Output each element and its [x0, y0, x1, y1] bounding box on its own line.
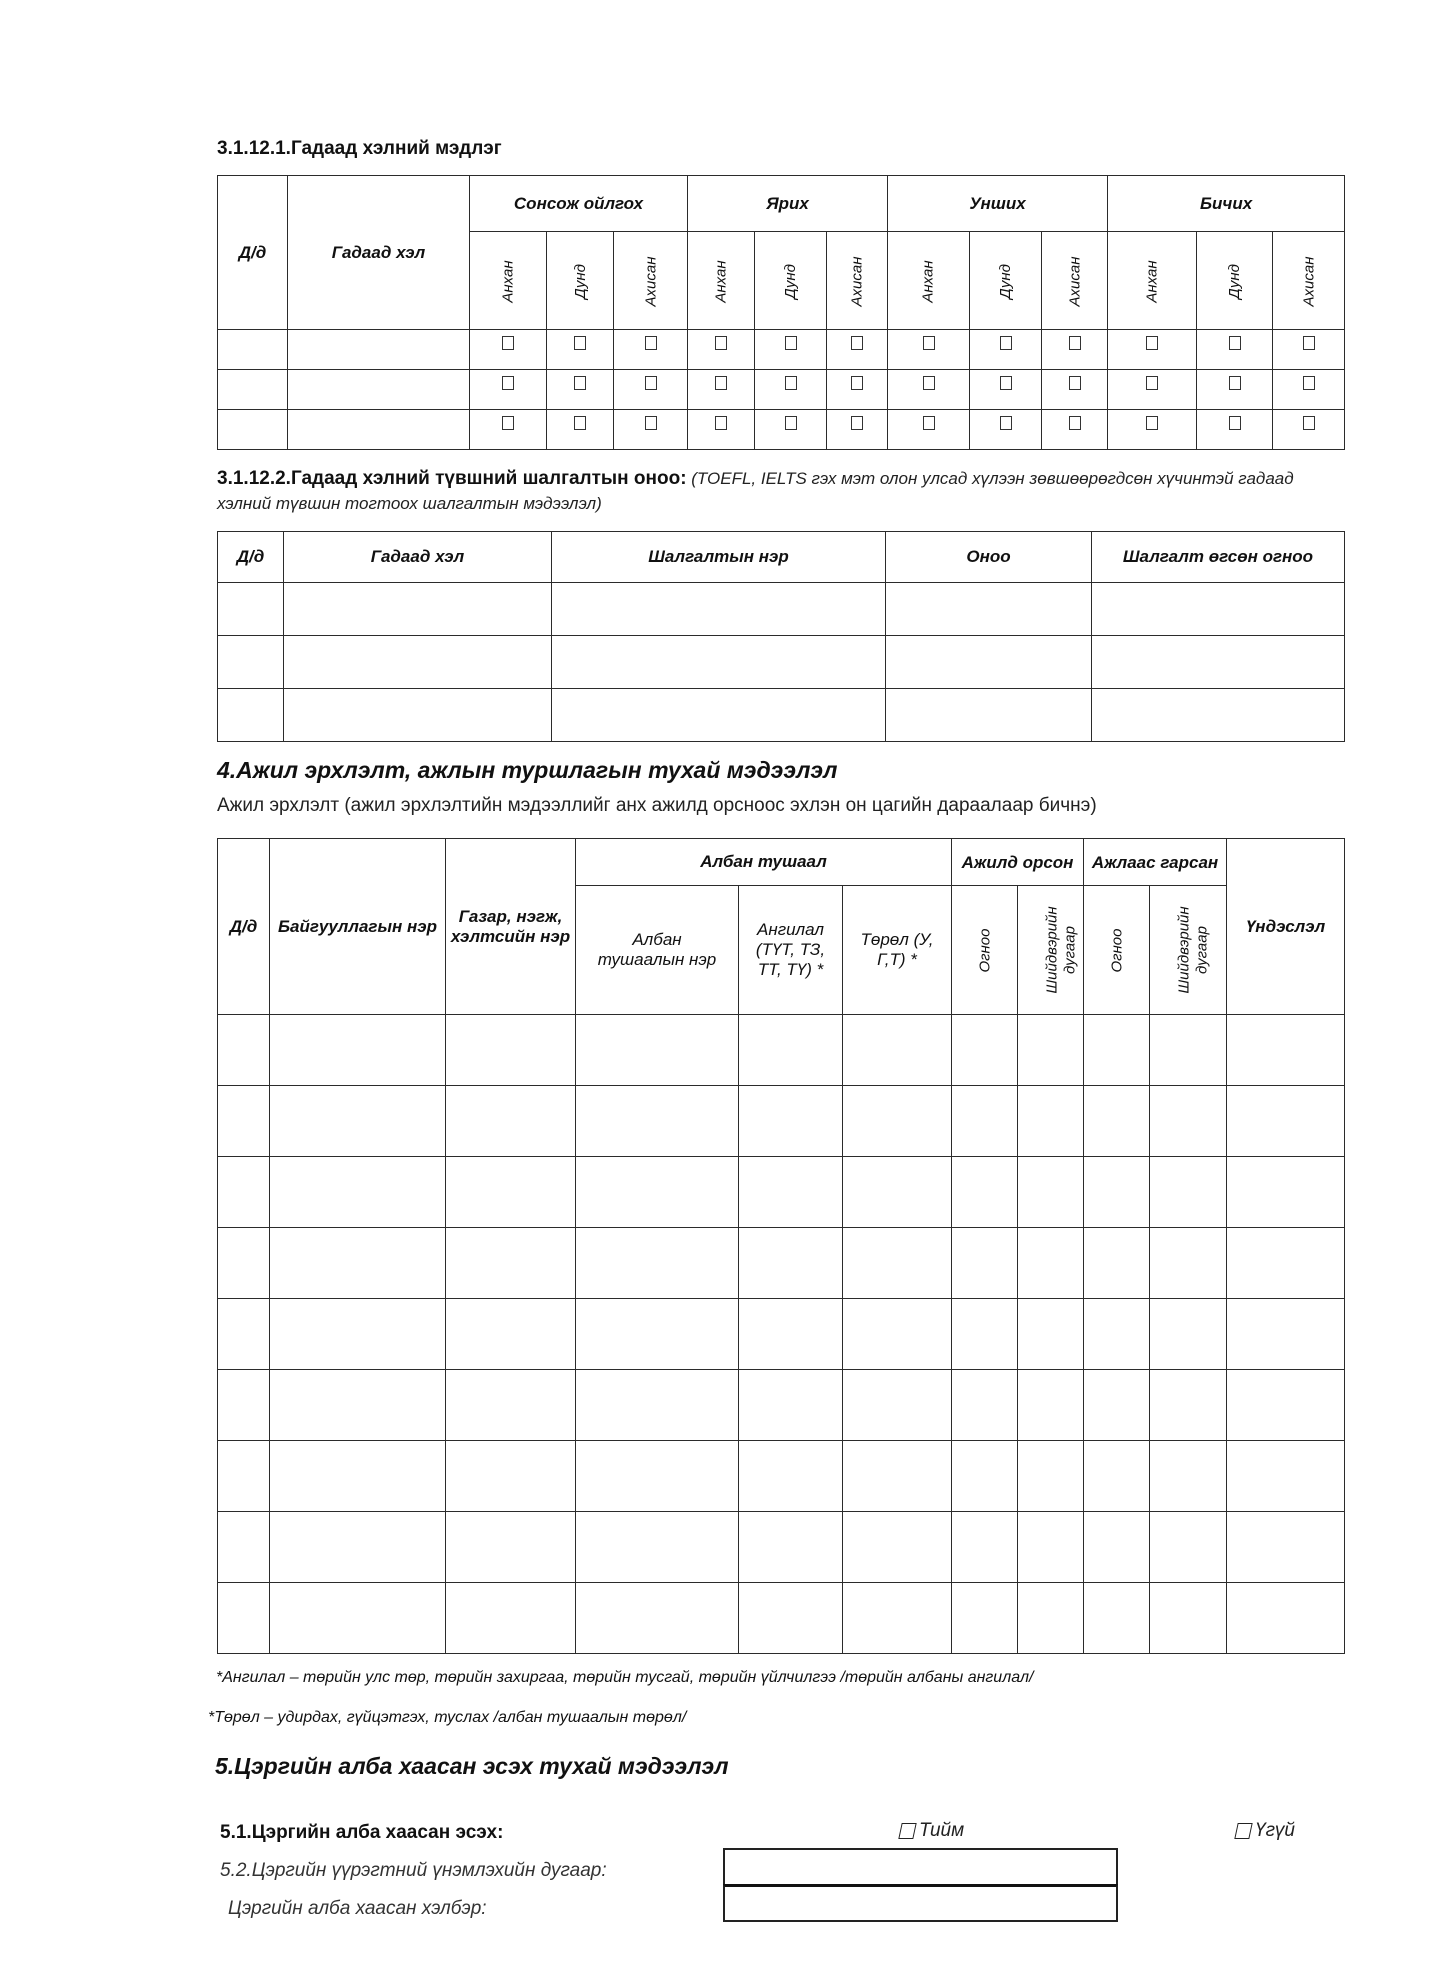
col-language-header: Гадаад хэл [288, 176, 470, 330]
level-checkbox[interactable] [1229, 416, 1241, 430]
hired-date-label: Огноо [976, 928, 994, 973]
employment-cell[interactable] [952, 1228, 1018, 1299]
employment-cell[interactable] [218, 1228, 270, 1299]
test-cell[interactable] [218, 583, 284, 636]
emp-col-position-name: Албан тушаалын нэр [576, 886, 739, 1015]
level-header [970, 232, 1042, 330]
test-col-no: Д/д [218, 532, 284, 583]
decision-line2: дугаар [1061, 926, 1079, 974]
military-form-label: Цэргийн алба хаасан хэлбэр: [228, 1898, 487, 1919]
employment-cell[interactable] [270, 1512, 446, 1583]
employment-cell[interactable] [218, 1015, 270, 1086]
level-checkbox[interactable] [715, 376, 727, 390]
employment-cell[interactable] [739, 1441, 843, 1512]
level-checkbox[interactable] [851, 376, 863, 390]
employment-cell[interactable] [446, 1370, 576, 1441]
level-checkbox-cell [970, 370, 1042, 410]
employment-cell[interactable] [952, 1512, 1018, 1583]
level-checkbox[interactable] [785, 336, 797, 350]
employment-cell[interactable] [218, 1512, 270, 1583]
skill-listening-header: Сонсож ойлгох [470, 176, 688, 232]
level-checkbox-cell [547, 370, 614, 410]
employment-cell[interactable] [1084, 1299, 1150, 1370]
test-cell[interactable] [284, 583, 552, 636]
test-cell[interactable] [284, 689, 552, 742]
level-checkbox[interactable] [502, 336, 514, 350]
level-checkbox[interactable] [715, 336, 727, 350]
level-header [888, 232, 970, 330]
level-checkbox-cell [1197, 410, 1273, 450]
level-checkbox-cell [1273, 330, 1345, 370]
table-row [218, 636, 1345, 689]
employment-cell[interactable] [576, 1157, 739, 1228]
employment-cell[interactable] [739, 1157, 843, 1228]
level-checkbox-cell [470, 370, 547, 410]
employment-cell[interactable] [1227, 1015, 1345, 1086]
test-col-language: Гадаад хэл [284, 532, 552, 583]
row-no-cell[interactable] [218, 410, 288, 450]
level-checkbox-cell [827, 370, 888, 410]
table-row [218, 1299, 1345, 1370]
test-cell[interactable] [284, 636, 552, 689]
employment-cell[interactable] [739, 1228, 843, 1299]
level-checkbox-cell [888, 410, 970, 450]
test-col-score: Оноо [886, 532, 1092, 583]
section-3-1-12-1-title: 3.1.12.1.Гадаад хэлний мэдлэг [217, 138, 502, 159]
employment-cell[interactable] [1227, 1370, 1345, 1441]
section-3-1-12-2-title-bold: 3.1.12.2.Гадаад хэлний түвшний шалгалтын оноо: [217, 468, 687, 489]
employment-cell[interactable] [446, 1015, 576, 1086]
level-checkbox-cell [688, 370, 755, 410]
employment-cell[interactable] [952, 1441, 1018, 1512]
table-row [218, 370, 1345, 410]
table-row [218, 1370, 1345, 1441]
employment-cell[interactable] [952, 1086, 1018, 1157]
test-cell[interactable] [1092, 636, 1345, 689]
checkbox-yes[interactable] [898, 1823, 916, 1839]
level-checkbox[interactable] [1069, 416, 1081, 430]
row-no-cell[interactable] [218, 370, 288, 410]
footnote-category: *Ангилал – төрийн улс төр, төрийн захиргаа, төрийн тусгай, төрийн үйлчилгээ /төрийн албаны ангилал/ [216, 1669, 1034, 1686]
level-checkbox[interactable] [1000, 416, 1012, 430]
employment-cell[interactable] [1084, 1015, 1150, 1086]
level-checkbox[interactable] [1069, 376, 1081, 390]
emp-col-org: Байгууллагын нэр [270, 839, 446, 1015]
level-header [1273, 232, 1345, 330]
level-label: Анхан [499, 259, 517, 303]
test-cell[interactable] [218, 689, 284, 742]
level-checkbox[interactable] [645, 336, 657, 350]
hired-decision-label [1044, 906, 1080, 993]
table-row [218, 1512, 1345, 1583]
level-header [1042, 232, 1108, 330]
employment-cell[interactable] [576, 1015, 739, 1086]
employment-cell[interactable] [218, 1086, 270, 1157]
level-checkbox-cell [1042, 330, 1108, 370]
level-checkbox[interactable] [923, 416, 935, 430]
employment-cell[interactable] [1018, 1157, 1084, 1228]
table-row [218, 583, 1345, 636]
level-checkbox[interactable] [1303, 416, 1315, 430]
level-checkbox[interactable] [1303, 336, 1315, 350]
employment-cell[interactable] [270, 1157, 446, 1228]
employment-cell[interactable] [843, 1512, 952, 1583]
level-header [1108, 232, 1197, 330]
employment-cell[interactable] [1084, 1583, 1150, 1654]
table-row [218, 1015, 1345, 1086]
level-checkbox[interactable] [645, 416, 657, 430]
employment-cell[interactable] [270, 1370, 446, 1441]
employment-cell[interactable] [952, 1583, 1018, 1654]
level-checkbox-cell [1042, 370, 1108, 410]
military-id-label: 5.2.Цэргийн үүрэгтний үнэмлэхийн дугаар: [220, 1860, 607, 1881]
level-checkbox-cell [1273, 370, 1345, 410]
skill-speaking-header: Ярих [688, 176, 888, 232]
employment-cell[interactable] [270, 1441, 446, 1512]
level-header [827, 232, 888, 330]
test-cell[interactable] [552, 583, 886, 636]
level-checkbox[interactable] [1229, 336, 1241, 350]
employment-cell[interactable] [1150, 1015, 1227, 1086]
employment-cell[interactable] [843, 1157, 952, 1228]
military-service-question: 5.1.Цэргийн алба хаасан эсэх: [220, 1822, 504, 1843]
level-checkbox[interactable] [851, 416, 863, 430]
test-cell[interactable] [886, 583, 1092, 636]
employment-cell[interactable] [1018, 1086, 1084, 1157]
level-checkbox-cell [1273, 410, 1345, 450]
employment-cell[interactable] [1227, 1512, 1345, 1583]
test-cell[interactable] [1092, 689, 1345, 742]
table-row [218, 1441, 1345, 1512]
option-no[interactable] [1236, 1820, 1295, 1842]
level-checkbox-cell [1197, 330, 1273, 370]
level-checkbox-cell [888, 330, 970, 370]
employment-cell[interactable] [843, 1086, 952, 1157]
level-checkbox-cell [970, 330, 1042, 370]
employment-cell[interactable] [446, 1441, 576, 1512]
emp-col-hired-date [952, 886, 1018, 1015]
level-checkbox-cell [614, 410, 688, 450]
employment-cell[interactable] [270, 1015, 446, 1086]
skill-writing-header: Бичих [1108, 176, 1345, 232]
test-cell[interactable] [886, 689, 1092, 742]
level-checkbox-cell [614, 330, 688, 370]
emp-col-left-date [1084, 886, 1150, 1015]
employment-cell[interactable] [270, 1086, 446, 1157]
level-checkbox-cell [614, 370, 688, 410]
level-header [547, 232, 614, 330]
employment-cell[interactable] [1084, 1370, 1150, 1441]
level-checkbox[interactable] [1069, 336, 1081, 350]
language-cell[interactable] [288, 330, 470, 370]
level-checkbox[interactable] [1146, 336, 1158, 350]
employment-cell[interactable] [1018, 1370, 1084, 1441]
decision-line1: Шийдвэрийн [1175, 906, 1193, 994]
table-row [218, 1583, 1345, 1654]
level-checkbox[interactable] [502, 416, 514, 430]
level-checkbox-cell [1108, 370, 1197, 410]
option-yes[interactable] [900, 1820, 964, 1842]
level-label: Ахисан [1300, 256, 1318, 306]
employment-cell[interactable] [218, 1583, 270, 1654]
employment-cell[interactable] [843, 1299, 952, 1370]
level-checkbox[interactable] [923, 336, 935, 350]
military-form-field[interactable] [723, 1884, 1118, 1922]
language-cell[interactable] [288, 370, 470, 410]
language-cell[interactable] [288, 410, 470, 450]
level-checkbox[interactable] [851, 336, 863, 350]
employment-cell[interactable] [1084, 1441, 1150, 1512]
level-checkbox-cell [827, 330, 888, 370]
employment-cell[interactable] [739, 1583, 843, 1654]
left-decision-label [1176, 906, 1212, 993]
emp-col-left-decision [1150, 886, 1227, 1015]
test-cell[interactable] [1092, 583, 1345, 636]
table-row [218, 410, 1345, 450]
level-checkbox-cell [970, 410, 1042, 450]
employment-cell[interactable] [1227, 1157, 1345, 1228]
employment-cell[interactable] [1150, 1583, 1227, 1654]
employment-cell[interactable] [1227, 1228, 1345, 1299]
employment-cell[interactable] [1227, 1299, 1345, 1370]
employment-cell[interactable] [446, 1512, 576, 1583]
employment-cell[interactable] [843, 1015, 952, 1086]
employment-cell[interactable] [446, 1583, 576, 1654]
section-3-1-12-2-title [217, 466, 1344, 516]
employment-cell[interactable] [739, 1086, 843, 1157]
employment-cell[interactable] [1084, 1512, 1150, 1583]
employment-cell[interactable] [576, 1512, 739, 1583]
level-checkbox-cell [755, 370, 827, 410]
test-cell[interactable] [552, 636, 886, 689]
level-label: Дунд [1226, 263, 1244, 299]
level-header [470, 232, 547, 330]
language-test-table [217, 531, 1345, 742]
level-checkbox[interactable] [1229, 376, 1241, 390]
employment-cell[interactable] [1150, 1157, 1227, 1228]
employment-cell[interactable] [952, 1299, 1018, 1370]
level-label: Дунд [997, 263, 1015, 299]
level-checkbox-cell [470, 410, 547, 450]
table-row [218, 1086, 1345, 1157]
employment-cell[interactable] [446, 1157, 576, 1228]
language-skills-table [217, 175, 1345, 450]
employment-cell[interactable] [446, 1228, 576, 1299]
employment-cell[interactable] [1150, 1228, 1227, 1299]
level-header [1197, 232, 1273, 330]
level-checkbox-cell [755, 410, 827, 450]
level-checkbox-cell [827, 410, 888, 450]
row-no-cell[interactable] [218, 330, 288, 370]
test-cell[interactable] [886, 636, 1092, 689]
level-checkbox[interactable] [1000, 336, 1012, 350]
table-row [218, 330, 1345, 370]
decision-line1: Шийдвэрийн [1043, 906, 1061, 994]
employment-cell[interactable] [446, 1086, 576, 1157]
employment-cell[interactable] [218, 1299, 270, 1370]
level-checkbox-cell [1108, 330, 1197, 370]
employment-cell[interactable] [843, 1583, 952, 1654]
emp-col-left-group: Ажлаас гарсан [1084, 839, 1227, 886]
table-row [218, 1157, 1345, 1228]
level-checkbox-cell [547, 410, 614, 450]
level-checkbox-cell [755, 330, 827, 370]
section-4-title: 4.Ажил эрхлэлт, ажлын туршлагын тухай мэдээлэл [217, 757, 838, 783]
level-checkbox[interactable] [1000, 376, 1012, 390]
employment-cell[interactable] [270, 1299, 446, 1370]
decision-line2: дугаар [1193, 926, 1211, 974]
section-3-1-12-2-title-note: (TOEFL, IELTS гэх мэт олон улсад хүлээн зөвшөөрөгдсөн хүчинтэй гадаад хэлний түвшин тогтоох шалгалтын мэдээлэл) [217, 469, 1294, 513]
level-checkbox-cell [1042, 410, 1108, 450]
table-row [218, 689, 1345, 742]
level-checkbox[interactable] [574, 416, 586, 430]
option-yes-label: Тийм [919, 1820, 965, 1841]
level-header [688, 232, 755, 330]
employment-cell[interactable] [739, 1370, 843, 1441]
level-checkbox[interactable] [1146, 416, 1158, 430]
level-checkbox[interactable] [785, 416, 797, 430]
employment-table [217, 838, 1345, 1654]
employment-cell[interactable] [1150, 1441, 1227, 1512]
level-checkbox[interactable] [785, 376, 797, 390]
employment-cell[interactable] [1018, 1299, 1084, 1370]
test-cell[interactable] [218, 636, 284, 689]
employment-cell[interactable] [1150, 1370, 1227, 1441]
level-checkbox[interactable] [645, 376, 657, 390]
employment-cell[interactable] [576, 1583, 739, 1654]
emp-col-hired-decision [1018, 886, 1084, 1015]
employment-cell[interactable] [218, 1157, 270, 1228]
emp-col-hired-group: Ажилд орсон [952, 839, 1084, 886]
section-5-title: 5.Цэргийн алба хаасан эсэх тухай мэдээлэл [215, 1753, 729, 1779]
level-checkbox[interactable] [574, 376, 586, 390]
employment-cell[interactable] [576, 1228, 739, 1299]
employment-cell[interactable] [1018, 1228, 1084, 1299]
level-label: Анхан [712, 259, 730, 303]
level-checkbox-cell [547, 330, 614, 370]
level-checkbox[interactable] [1146, 376, 1158, 390]
employment-cell[interactable] [1018, 1015, 1084, 1086]
left-date-label: Огноо [1108, 928, 1126, 973]
employment-cell[interactable] [446, 1299, 576, 1370]
footnote-type: *Төрөл – удирдах, гүйцэтгэх, туслах /албан тушаалын төрөл/ [208, 1709, 687, 1726]
employment-cell[interactable] [1018, 1583, 1084, 1654]
level-checkbox-cell [1108, 410, 1197, 450]
employment-cell[interactable] [1227, 1441, 1345, 1512]
employment-cell[interactable] [576, 1370, 739, 1441]
skill-reading-header: Унших [888, 176, 1108, 232]
level-checkbox-cell [470, 330, 547, 370]
level-label: Анхан [920, 259, 938, 303]
level-checkbox[interactable] [1303, 376, 1315, 390]
employment-cell[interactable] [218, 1441, 270, 1512]
option-no-label: Үгүй [1255, 1820, 1296, 1841]
emp-col-position-group: Албан тушаал [576, 839, 952, 886]
employment-cell[interactable] [739, 1512, 843, 1583]
employment-cell[interactable] [739, 1015, 843, 1086]
employment-cell[interactable] [576, 1086, 739, 1157]
employment-cell[interactable] [1084, 1157, 1150, 1228]
employment-cell[interactable] [576, 1299, 739, 1370]
employment-cell[interactable] [1227, 1583, 1345, 1654]
level-header [755, 232, 827, 330]
emp-col-category: Ангилал (ТҮТ, ТЗ, ТТ, ТҮ) * [739, 886, 843, 1015]
level-checkbox-cell [688, 410, 755, 450]
level-checkbox[interactable] [574, 336, 586, 350]
emp-col-unit: Газар, нэгж, хэлтсийн нэр [446, 839, 576, 1015]
emp-col-basis: Үндэслэл [1227, 839, 1345, 1015]
checkbox-no[interactable] [1234, 1823, 1252, 1839]
level-label: Анхан [1143, 259, 1161, 303]
level-header [614, 232, 688, 330]
emp-col-type: Төрөл (У, Г,Т) * [843, 886, 952, 1015]
employment-cell[interactable] [1150, 1086, 1227, 1157]
employment-cell[interactable] [843, 1370, 952, 1441]
employment-cell[interactable] [1084, 1086, 1150, 1157]
table-row [218, 1228, 1345, 1299]
level-checkbox[interactable] [923, 376, 935, 390]
employment-cell[interactable] [952, 1015, 1018, 1086]
level-label: Дунд [571, 263, 589, 299]
employment-cell[interactable] [952, 1157, 1018, 1228]
level-checkbox-cell [1197, 370, 1273, 410]
level-label: Ахисан [642, 256, 660, 306]
level-checkbox[interactable] [715, 416, 727, 430]
level-label: Дунд [782, 263, 800, 299]
employment-cell[interactable] [739, 1299, 843, 1370]
military-id-field[interactable] [723, 1848, 1118, 1886]
employment-cell[interactable] [843, 1441, 952, 1512]
level-checkbox-cell [888, 370, 970, 410]
test-col-date: Шалгалт өгсөн огноо [1092, 532, 1345, 583]
level-label: Ахисан [848, 256, 866, 306]
employment-cell[interactable] [576, 1441, 739, 1512]
employment-cell[interactable] [1018, 1441, 1084, 1512]
test-cell[interactable] [552, 689, 886, 742]
employment-cell[interactable] [270, 1228, 446, 1299]
level-label: Ахисан [1066, 256, 1084, 306]
employment-cell[interactable] [218, 1370, 270, 1441]
employment-cell[interactable] [1018, 1512, 1084, 1583]
employment-cell[interactable] [1150, 1512, 1227, 1583]
employment-cell[interactable] [1084, 1228, 1150, 1299]
level-checkbox-cell [688, 330, 755, 370]
employment-cell[interactable] [1227, 1086, 1345, 1157]
emp-col-no: Д/д [218, 839, 270, 1015]
employment-cell[interactable] [1150, 1299, 1227, 1370]
level-checkbox[interactable] [502, 376, 514, 390]
employment-cell[interactable] [952, 1370, 1018, 1441]
employment-cell[interactable] [270, 1583, 446, 1654]
test-col-name: Шалгалтын нэр [552, 532, 886, 583]
employment-cell[interactable] [843, 1228, 952, 1299]
section-4-subtitle: Ажил эрхлэлт (ажил эрхлэлтийн мэдээллийг анх ажилд орсноос эхлэн он цагийн дараалаар бичнэ) [217, 795, 1097, 816]
col-no-header: Д/д [218, 176, 288, 330]
